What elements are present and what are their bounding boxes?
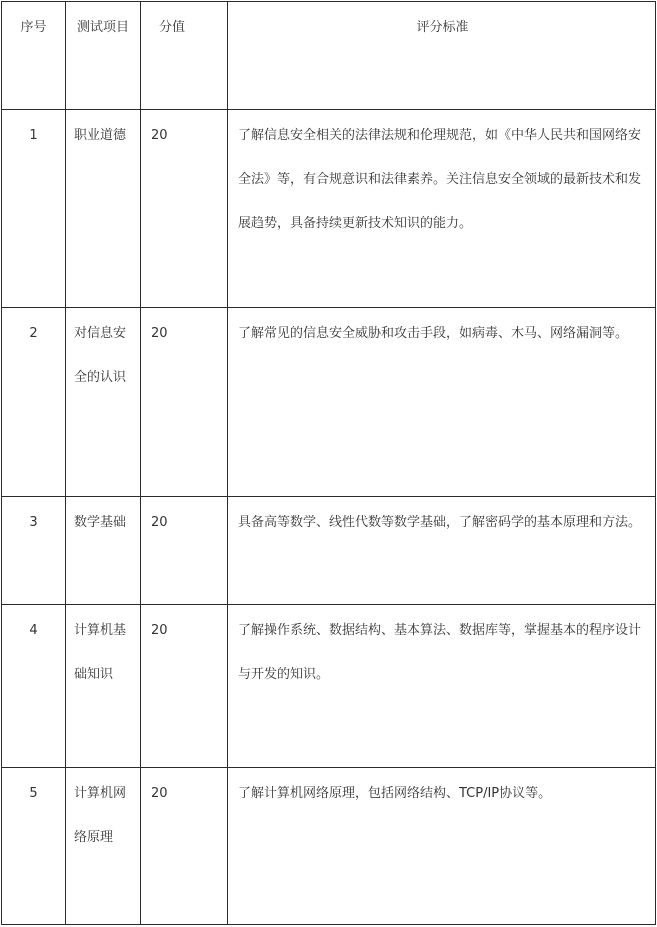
row-item: 计算机网络原理 <box>66 768 141 925</box>
row-no: 5 <box>2 768 66 925</box>
row-score: 20 <box>141 308 228 497</box>
row-score: 20 <box>141 605 228 768</box>
row-item: 对信息安全的认识 <box>66 308 141 497</box>
table-row <box>2 308 656 497</box>
row-no: 2 <box>2 308 66 497</box>
row-standard: 了解计算机网络原理，包括网络结构、TCP/IP协议等。 <box>228 768 656 925</box>
row-no: 3 <box>2 497 66 605</box>
header-score: 分值 <box>141 2 228 110</box>
row-item: 数学基础 <box>66 497 141 605</box>
header-item: 测试项目 <box>66 2 141 110</box>
table-header-row <box>2 2 656 110</box>
table-row <box>2 497 656 605</box>
row-standard: 了解常见的信息安全威胁和攻击手段，如病毒、木马、网络漏洞等。 <box>228 308 656 497</box>
row-standard: 了解信息安全相关的法律法规和伦理规范，如《中华人民共和国网络安全法》等，有合规意识和法律素养。关注信息安全领域的最新技术和发展趋势，具备持续更新技术知识的能力。 <box>228 110 656 308</box>
row-item: 职业道德 <box>66 110 141 308</box>
header-no: 序号 <box>2 2 66 110</box>
row-score: 20 <box>141 110 228 308</box>
table-row <box>2 768 656 925</box>
header-standard: 评分标准 <box>228 2 656 110</box>
row-standard: 具备高等数学、线性代数等数学基础，了解密码学的基本原理和方法。 <box>228 497 656 605</box>
row-no: 4 <box>2 605 66 768</box>
table-row <box>2 110 656 308</box>
row-standard: 了解操作系统、数据结构、基本算法、数据库等，掌握基本的程序设计与开发的知识。 <box>228 605 656 768</box>
table-row <box>2 605 656 768</box>
row-score: 20 <box>141 497 228 605</box>
row-score: 20 <box>141 768 228 925</box>
row-item: 计算机基础知识 <box>66 605 141 768</box>
row-no: 1 <box>2 110 66 308</box>
scoring-criteria-table <box>1 1 656 925</box>
